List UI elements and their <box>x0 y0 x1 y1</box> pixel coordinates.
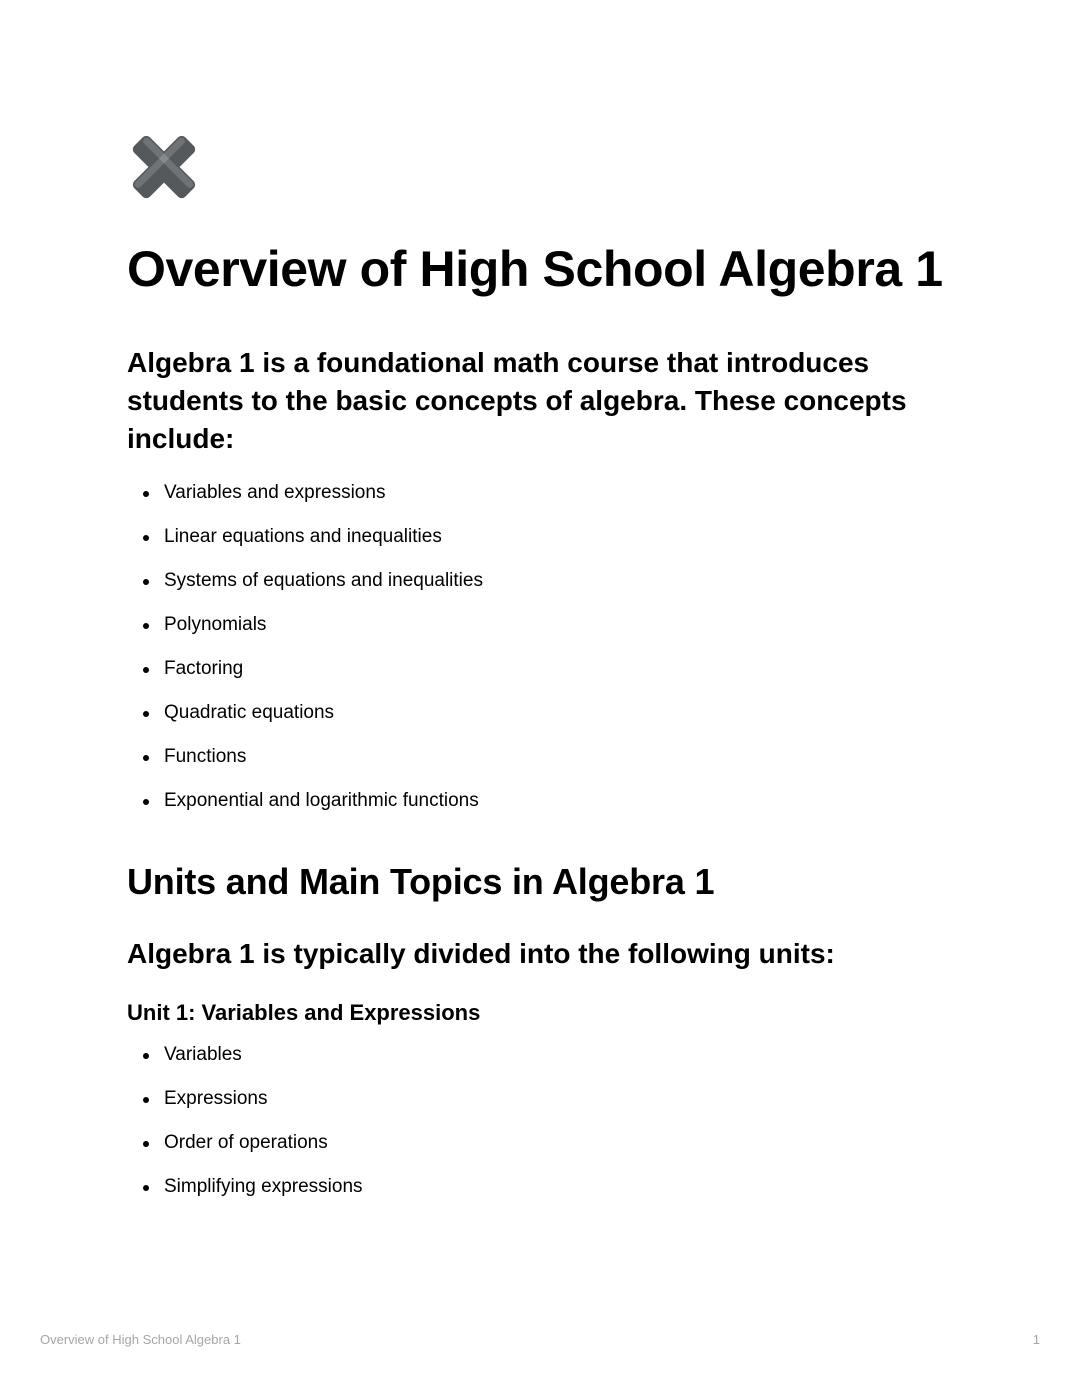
list-item-label: Functions <box>164 746 247 767</box>
list-item <box>127 656 957 682</box>
document-content <box>127 130 957 1200</box>
list-item <box>127 568 957 594</box>
list-item <box>127 1042 957 1068</box>
list-item <box>127 1086 957 1112</box>
list-item <box>127 612 957 638</box>
list-item-label: Systems of equations and inequalities <box>164 570 483 591</box>
x-cross-icon <box>127 130 201 204</box>
list-item <box>127 788 957 814</box>
concepts-list <box>127 480 957 814</box>
list-item <box>127 700 957 726</box>
list-item-label: Exponential and logarithmic functions <box>164 790 479 811</box>
list-item-label: Linear equations and inequalities <box>164 526 442 547</box>
list-item-label: Polynomials <box>164 614 267 635</box>
section-heading-units: Units and Main Topics in Algebra 1 <box>127 861 715 902</box>
list-item-label: Variables <box>164 1044 242 1065</box>
footer-page-number: 1 <box>1032 1332 1040 1347</box>
list-item <box>127 1130 957 1156</box>
list-item-label: Variables and expressions <box>164 482 386 503</box>
list-item <box>127 480 957 506</box>
list-item <box>127 1174 957 1200</box>
list-item-label: Quadratic equations <box>164 702 335 723</box>
page-footer <box>40 1331 1040 1349</box>
unit-1-topics-list <box>127 1042 957 1200</box>
section-subheading: Algebra 1 is typically divided into the following units: <box>127 938 835 969</box>
footer-document-title: Overview of High School Algebra 1 <box>40 1332 241 1347</box>
unit-1-heading: Unit 1: Variables and Expressions <box>127 1000 481 1025</box>
list-item <box>127 524 957 550</box>
page-title: Overview of High School Algebra 1 <box>127 241 943 297</box>
lead-paragraph: Algebra 1 is a foundational math course that introduces students to the basic concepts of algebra. These concepts include: <box>127 347 907 454</box>
list-item <box>127 744 957 770</box>
list-item-label: Expressions <box>164 1088 268 1109</box>
list-item-label: Factoring <box>164 658 244 679</box>
list-item-label: Simplifying expressions <box>164 1176 363 1197</box>
list-item-label: Order of operations <box>164 1132 328 1153</box>
